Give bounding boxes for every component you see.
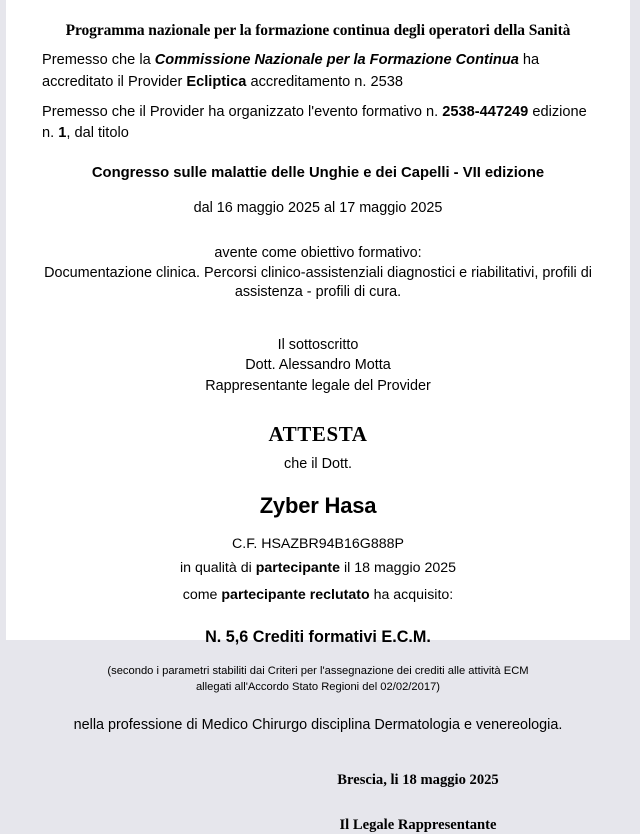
premise-1-text-middle: ha accreditato il Provider (42, 52, 540, 90)
credits-awarded: N. 5,6 Crediti formativi E.C.M. (205, 627, 431, 646)
signer-role: Rappresentante legale del Provider (205, 377, 431, 394)
role-1-text-after: il 18 maggio 2025 (340, 560, 457, 577)
premise-2-text-middle: edizione n. (42, 103, 587, 142)
signer-line-1: Il sottoscritto (277, 336, 359, 353)
recipient-name: Zyber Hasa (259, 493, 377, 519)
footnote-line-1: (secondo i parametri stabiliti dai Criteri per l'assegnazione dei crediti alle attività ECM (107, 664, 529, 677)
premise-paragraph-1 (42, 50, 600, 93)
certificate-page (6, 0, 630, 834)
certificate-content (6, 21, 630, 834)
role-2-text-before: come (182, 587, 222, 604)
profession-line: nella professione di Medico Chirurgo disciplina Dermatologia e venereologia. (73, 717, 563, 734)
commission-name: Commissione Nazionale per la Formazione Continua (154, 52, 519, 69)
role-2-value: partecipante reclutato (221, 587, 370, 604)
page-title: Programma nazionale per la formazione continua degli operatori della Sanità (65, 22, 571, 39)
signer-block (36, 335, 600, 396)
event-number: 2538-447249 (442, 103, 529, 120)
footnote-line-2: allegati all'Accordo Stato Regioni del 02/02/2017) (195, 681, 441, 694)
premise-1-text-before: Premesso che la (42, 52, 155, 69)
legal-representative-label: Il Legale Rappresentante (339, 817, 497, 834)
fiscal-code: C.F. HSAZBR94B16G888P (232, 536, 404, 553)
signer-name: Dott. Alessandro Motta (245, 357, 391, 374)
premise-paragraph-2 (42, 102, 600, 145)
edition-number: 1 (58, 125, 67, 142)
che-il-dott-label: che il Dott. (284, 456, 352, 473)
premise-2-text-after: , dal titolo (66, 125, 129, 142)
role-line-2 (36, 585, 600, 606)
provider-name: Ecliptica (186, 73, 247, 90)
event-dates: dal 16 maggio 2025 al 17 maggio 2025 (193, 199, 443, 216)
attesta-heading: ATTESTA (268, 422, 368, 447)
role-line-1 (36, 558, 600, 579)
premise-1-text-after: accreditamento n. 2538 (246, 73, 403, 90)
objective-text: Documentazione clinica. Percorsi clinico-assistenziali diagnostici e riabilitativi, profili di assistenza - profili di cura. (44, 264, 592, 300)
place-and-date: Brescia, li 18 maggio 2025 (337, 772, 499, 789)
role-2-text-after: ha acquisito: (369, 587, 454, 604)
objective-label: avente come obiettivo formativo: (214, 244, 422, 261)
footnote (36, 663, 600, 695)
premise-2-text-before: Premesso che il Provider ha organizzato l'evento formativo n. (42, 103, 443, 120)
event-title: Congresso sulle malattie delle Unghie e dei Capelli - VII edizione (91, 164, 545, 181)
role-1-text-before: in qualità di (179, 560, 256, 577)
role-1-value: partecipante (255, 560, 341, 577)
